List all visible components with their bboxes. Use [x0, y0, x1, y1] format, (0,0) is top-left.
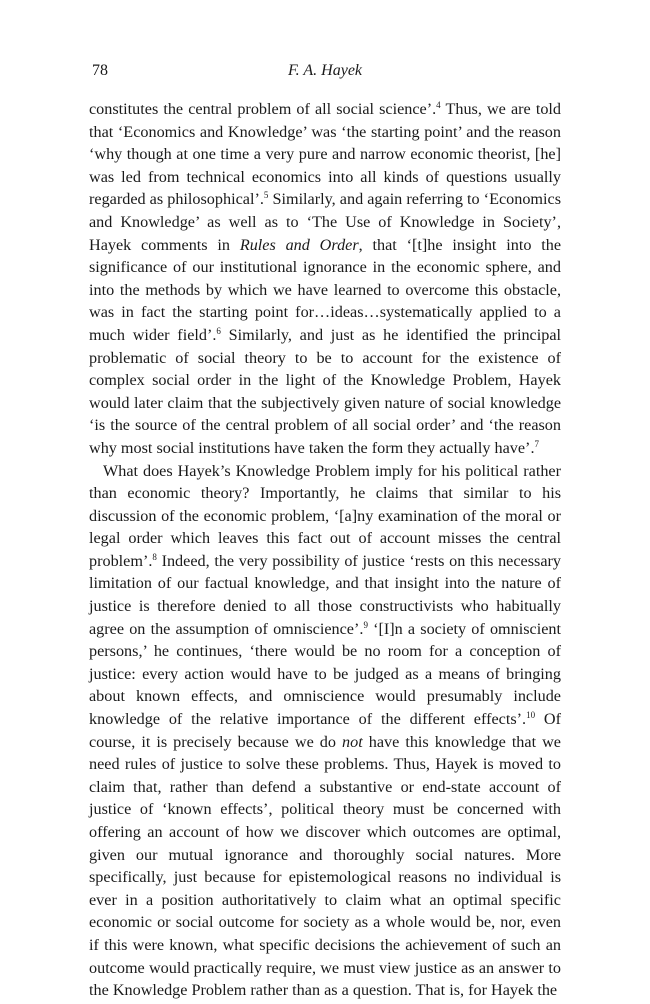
emphasis: not	[342, 732, 363, 751]
footnote-ref: 9	[363, 619, 368, 630]
running-head	[89, 62, 561, 88]
text-run: What does Hayek’s Knowledge Problem imply for his political rather than economic theory? Importantly, he claims that similar to his discussion of the economic problem, ‘[a]ny examination of the moral or legal order which leaves this fact out of account misses the central problem’.	[89, 461, 561, 570]
footnote-ref: 4	[436, 100, 441, 110]
footnote-ref: 7	[534, 438, 539, 449]
text-run: Similarly, and just as he identified the principal problematic of social theory to be to account for the existence of complex social order in the light of the Knowledge Problem, Hayek would later claim that the subjectively given nature of social knowledge ‘is the source of the central problem of all social order’ and ‘the reason why most social institutions have taken the form they actually have’.	[89, 325, 561, 457]
footnote-ref: 10	[526, 710, 536, 721]
footnote-ref: 5	[263, 190, 269, 201]
text-run: ‘[I]n a society of omniscient persons,’ he continues, ‘there would be no room for a conception of justice: every action would have to be judged as a means of bringing about known effects, and omniscience would presumably include knowledge of the relative importance of the different effects’.	[89, 619, 561, 729]
book-title: Rules and Order	[239, 235, 359, 254]
paragraph-1	[89, 98, 561, 460]
text-run: have this knowledge that we need rules of justice to solve these problems. Thus, Hayek is moved to claim that, rather than defend a substantive or end-state account of justice of ‘known effects’, political theory must be concerned with offering an account of how we discover which outcomes are optimal, given our mutual ignorance and thoroughly social natures. More specifically, just because for epistemological reasons no individual is ever in a position authoritatively to claim what an optimal specific economic or social outcome for society as a whole would be, nor, even if this were known, what specific decisions the achievement of such an outcome would practically require, we must view justice as an answer to the Knowledge Problem rather than as a question. That is, for Hayek the	[89, 732, 561, 1000]
page-number: 78	[92, 62, 108, 79]
running-title: F. A. Hayek	[287, 62, 363, 79]
text-run: Thus, we are told that ‘Economics and Knowledge’ was ‘the starting point’ and the reason ‘why though at one time a very pure and narrow economic theorist, [he] was led from technical economics into all kinds of questions usually regarded as philosophical’.	[89, 100, 562, 209]
text-run: Of course, it is precisely because we do	[89, 710, 561, 751]
footnote-ref: 8	[152, 551, 157, 562]
paragraph-2	[89, 460, 561, 1002]
text-run: constitutes the central problem of all social science’.	[89, 100, 437, 118]
text-run: Indeed, the very possibility of justice ‘rests on this necessary limitation of our factual knowledge, and that insight into the nature of justice is therefore denied to all those constructivists who habitually agree on the assumption of omniscience’.	[89, 551, 561, 638]
footnote-ref: 6	[216, 325, 221, 336]
text-run: Similarly, and again referring to ‘Economics and Knowledge’ as well as to ‘The Use of Knowledge in Society’, Hayek comments in	[89, 190, 562, 254]
body-text	[89, 98, 561, 1002]
text-run: , that ‘[t]he insight into the significance of our institutional ignorance in the economic sphere, and into the methods by which we have learned to overcome this obstacle, was in fact the starting point for…ideas…systematically applied to a much wider field’.	[89, 235, 562, 344]
